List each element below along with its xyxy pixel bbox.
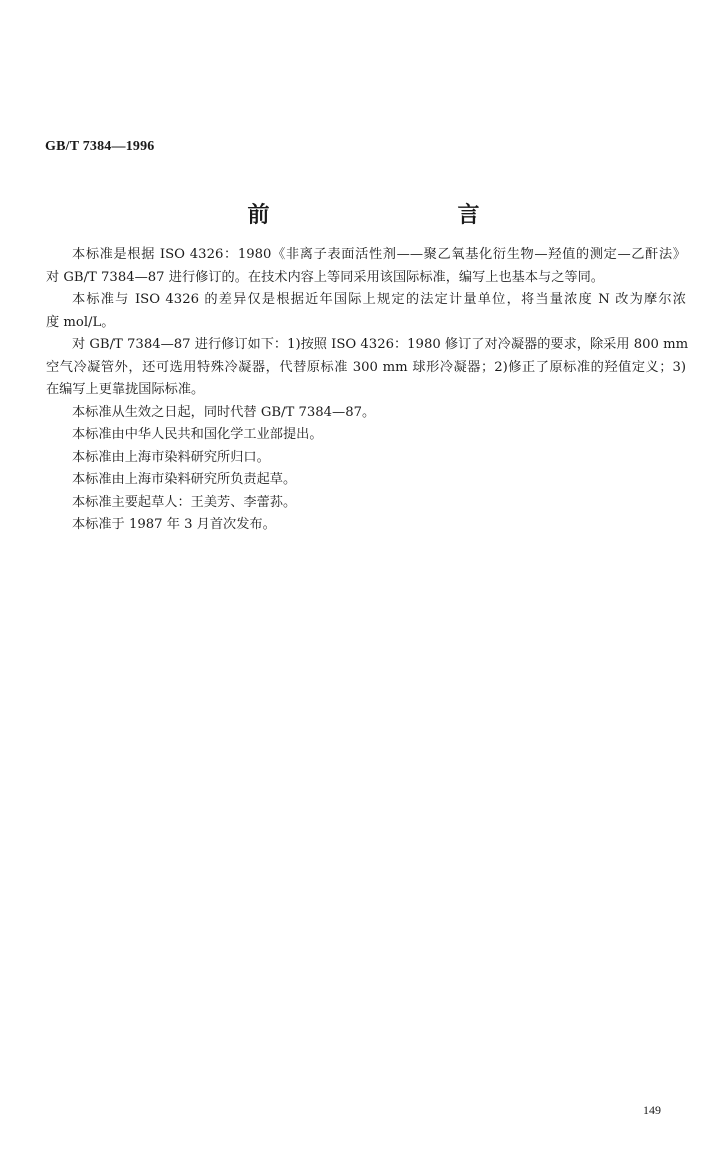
paragraph-8: [46, 492, 686, 515]
text-line: 对 GB/T 7384—87 进行修订的。在技术内容上等同采用该国际标准，编写上也基本与之等同。: [46, 269, 604, 285]
text-line: 本标准由上海市染料研究所归口。: [72, 449, 270, 465]
text-line: 空气冷凝管外，还可选用特殊冷凝器，代替原标准 300 mm 球形冷凝器；2)修正了原标准的羟值定义；3): [46, 359, 686, 375]
paragraph-2: [46, 289, 686, 334]
standard-code: GB/T 7384—1996: [45, 139, 155, 154]
paragraph-3: [46, 334, 689, 402]
text-line: 在编写上更靠拢国际标准。: [46, 382, 205, 397]
text-line: 对 GB/T 7384—87 进行修订如下：1)按照 ISO 4326：1980 修订了对冷凝器的要求，除采用 800 mm: [72, 337, 689, 352]
foreword-body: [46, 244, 689, 537]
page-number: 149: [643, 1103, 661, 1117]
text-line: 本标准从生效之日起，同时代替 GB/T 7384—87。: [72, 404, 376, 420]
text-line: 本标准由中华人民共和国化学工业部提出。: [72, 427, 323, 442]
paragraph-1: [46, 244, 686, 289]
paragraph-7: [46, 469, 686, 492]
paragraph-4: [46, 402, 686, 425]
text-line: 本标准于 1987 年 3 月首次发布。: [72, 517, 276, 532]
text-line: 本标准是根据 ISO 4326：1980《非离子表面活性剂——聚乙氧基化衍生物—羟值的测定—乙酐法》: [72, 247, 686, 262]
text-line: 本标准由上海市染料研究所负责起草。: [72, 472, 297, 487]
page-title: 前 言: [247, 203, 528, 228]
text-line: 本标准主要起草人：王美芳、李蕾荪。: [72, 494, 297, 510]
paragraph-5: [46, 424, 686, 447]
paragraph-9: [46, 514, 686, 537]
text-line: 本标准与 ISO 4326 的差异仅是根据近年国际上规定的法定计量单位，将当量浓度 N 改为摩尔浓: [72, 292, 686, 307]
text-line: 度 mol/L。: [46, 314, 115, 330]
paragraph-6: [46, 447, 686, 470]
